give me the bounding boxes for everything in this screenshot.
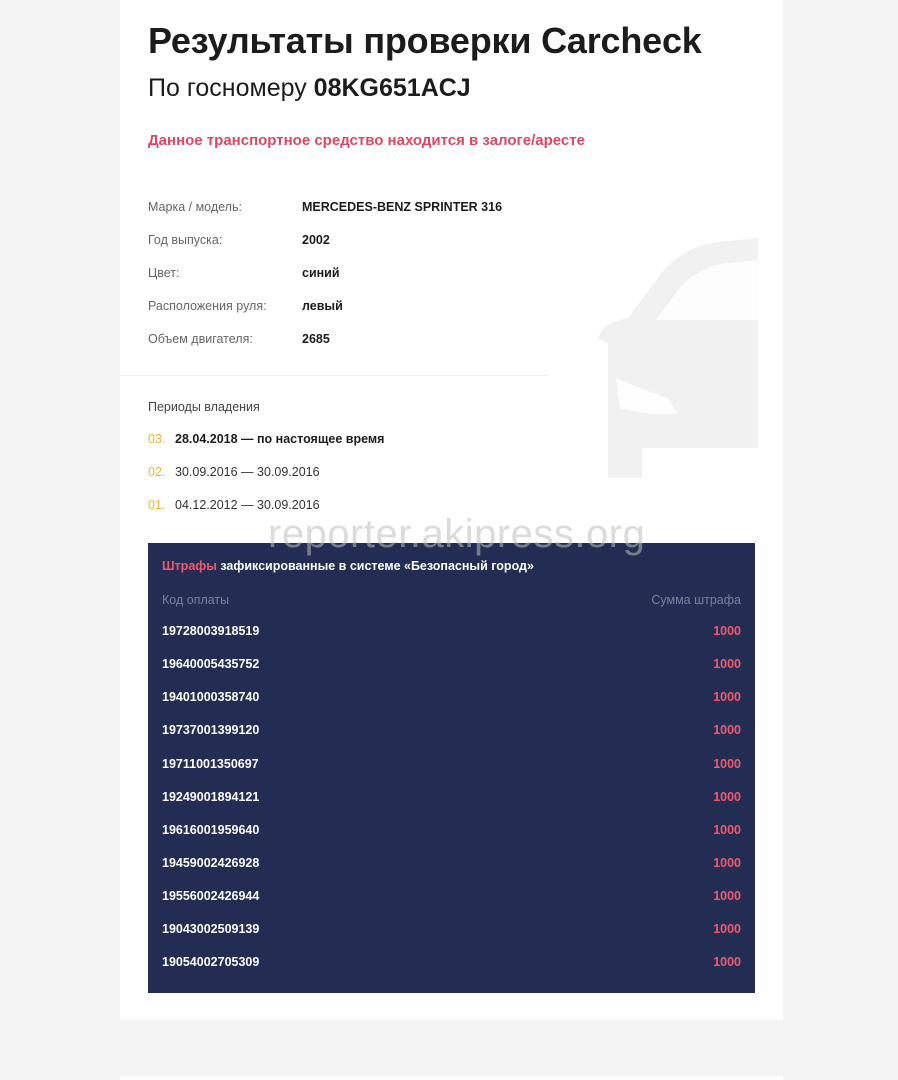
info-label: Марка / модель: (148, 200, 242, 214)
fine-code: 19401000358740 (162, 690, 260, 704)
fine-amount: 1000 (713, 922, 741, 936)
info-label: Объем двигателя: (148, 332, 253, 346)
table-row (162, 856, 741, 874)
period-number: 02. (148, 465, 166, 479)
column-header-code: Код оплаты (162, 593, 230, 607)
watermark: reporter.akipress.org (268, 512, 646, 556)
section-divider (120, 375, 548, 376)
fines-heading-text: зафиксированные в системе «Безопасный город» (220, 559, 534, 573)
info-row-model (148, 200, 568, 218)
ownership-period (148, 465, 548, 483)
fine-code: 19737001399120 (162, 723, 260, 737)
info-value: MERCEDES-BENZ SPRINTER 316 (302, 200, 503, 214)
page-title: Результаты проверки Carcheck (148, 20, 702, 61)
info-row-year (148, 233, 568, 251)
table-row (162, 889, 741, 907)
table-row (162, 624, 741, 642)
table-row (162, 955, 741, 973)
fines-heading-accent: Штрафы (162, 559, 217, 573)
table-row (162, 690, 741, 708)
fine-amount: 1000 (713, 757, 741, 771)
table-row (162, 823, 741, 841)
plate-subtitle (148, 74, 471, 103)
info-value: синий (302, 266, 340, 280)
table-row (162, 922, 741, 940)
period-number: 03. (148, 432, 166, 446)
period-range: 30.09.2016 — 30.09.2016 (175, 465, 320, 479)
fine-amount: 1000 (713, 823, 741, 837)
next-card (120, 1076, 783, 1080)
column-header-amount: Сумма штрафа (651, 593, 741, 607)
table-row (162, 723, 741, 741)
table-row (162, 657, 741, 675)
fine-code: 19711001350697 (162, 757, 259, 771)
results-card (120, 0, 783, 1020)
fines-panel (148, 543, 755, 993)
pledge-warning: Данное транспортное средство находится в залоге/аресте (148, 132, 585, 149)
fine-code: 19556002426944 (162, 889, 260, 903)
info-row-color (148, 266, 568, 284)
fine-code: 19728003918519 (162, 624, 260, 638)
fine-amount: 1000 (713, 723, 741, 737)
info-label: Расположения руля: (148, 299, 267, 313)
info-value: 2002 (302, 233, 330, 247)
fine-amount: 1000 (713, 889, 741, 903)
fine-amount: 1000 (713, 955, 741, 969)
info-label: Год выпуска: (148, 233, 223, 247)
fine-code: 19459002426928 (162, 856, 260, 870)
fines-heading (162, 559, 534, 573)
period-range: 28.04.2018 — по настоящее время (175, 432, 385, 446)
fine-amount: 1000 (713, 856, 741, 870)
fine-amount: 1000 (713, 624, 741, 638)
period-number: 01. (148, 498, 166, 512)
table-row (162, 790, 741, 808)
fine-code: 19616001959640 (162, 823, 260, 837)
fine-code: 19054002705309 (162, 955, 260, 969)
fine-code: 19640005435752 (162, 657, 260, 671)
plate-number: 08KG651ACJ (313, 74, 471, 102)
fine-code: 19043002509139 (162, 922, 260, 936)
ownership-title: Периоды владения (148, 400, 260, 414)
fine-amount: 1000 (713, 657, 741, 671)
info-value: 2685 (302, 332, 330, 346)
info-row-engine (148, 332, 568, 350)
info-value: левый (302, 299, 343, 313)
car-silhouette-icon (598, 238, 758, 478)
ownership-period (148, 432, 548, 450)
fine-amount: 1000 (713, 790, 741, 804)
subtitle-prefix: По госномеру (148, 74, 307, 102)
period-range: 04.12.2012 — 30.09.2016 (175, 498, 320, 512)
fine-code: 19249001894121 (162, 790, 260, 804)
info-row-steering (148, 299, 568, 317)
fine-amount: 1000 (713, 690, 741, 704)
table-row (162, 757, 741, 775)
info-label: Цвет: (148, 266, 180, 280)
